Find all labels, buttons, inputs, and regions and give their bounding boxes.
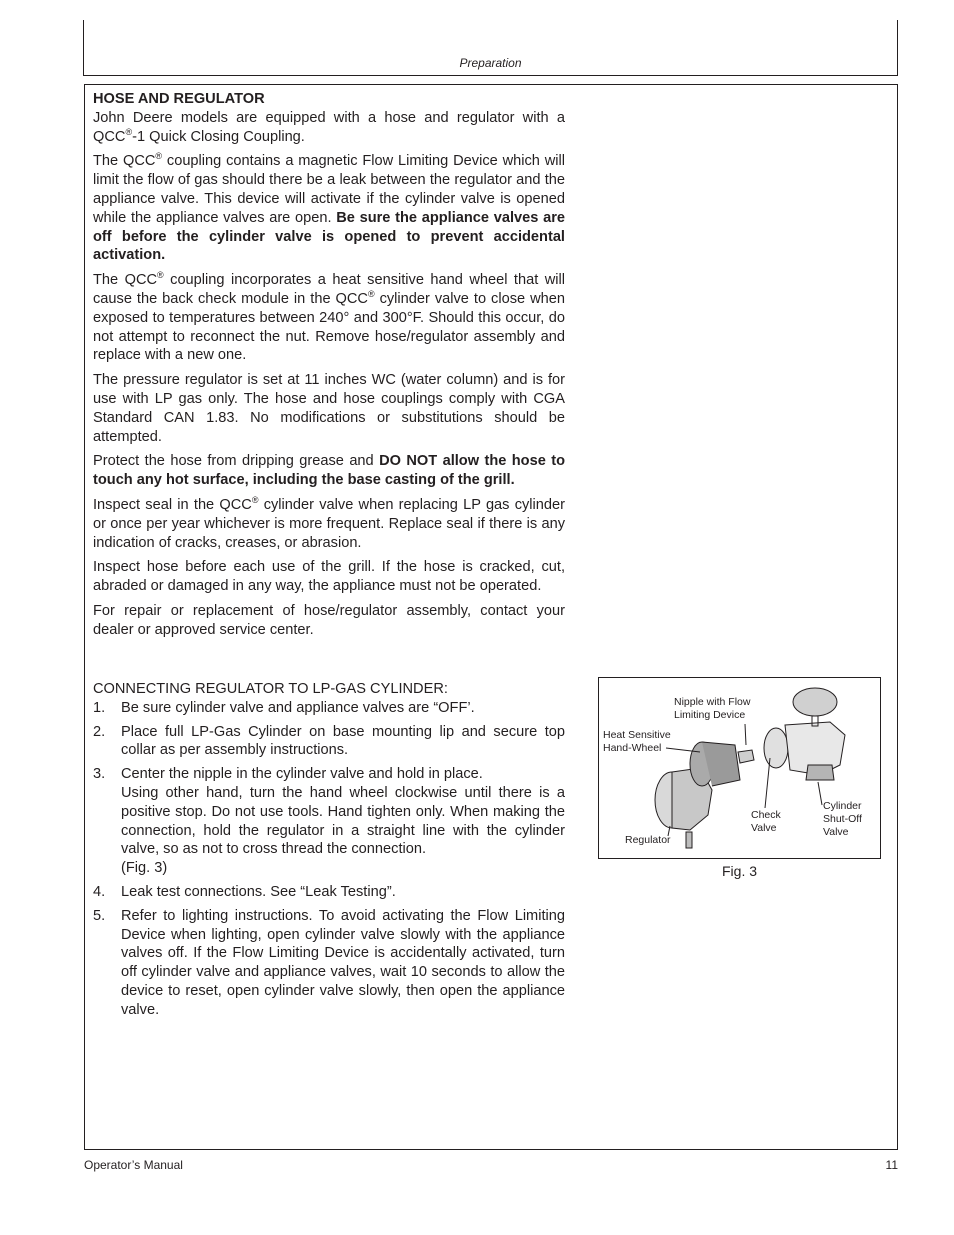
label-check-valve: Check Valve [751, 809, 781, 834]
footer-manual: Operator’s Manual [84, 1158, 183, 1172]
footer-page-number: 11 [885, 1158, 898, 1172]
paragraph-4: The pressure regulator is set at 11 inches WC (water column) and is for use with LP gas only. The hose and hose couplings comply with CGA Standard CAN 1.83. No modifications or substitutions should be attempted. [93, 372, 565, 445]
list-item: 4. Leak test connections. See “Leak Testing”. [93, 883, 396, 900]
label-hand-wheel: Heat Sensitive Hand-Wheel [603, 729, 671, 754]
paragraph-7: Inspect hose before each use of the grill. If the hose is cracked, cut, abraded or damaged in any way, the appliance must not be operated. [93, 559, 565, 595]
label-nipple: Nipple with Flow Limiting Device [674, 696, 751, 721]
paragraph-1: John Deere models are equipped with a hose and regulator with a QCC®-1 Quick Closing Coupling. [93, 109, 565, 145]
label-regulator: Regulator [625, 834, 671, 846]
list-item: 2. Place full LP-Gas Cylinder on base mounting lip and secure top collar as per assembly instructions. [93, 723, 565, 759]
list-item: 5. Refer to lighting instructions. To avoid activating the Flow Limiting Device when lighting, open cylinder valve slowly with the appliance valves off. If the Flow Limiting Device is accidentally activated, turn off cylinder valve and appliance valves, wait 10 seconds to allow the device to reset, open cylinder valve slowly, then open the appliance valve. [93, 907, 565, 1018]
section-title: HOSE AND REGULATOR [93, 91, 265, 107]
paragraph-6: Inspect seal in the QCC® cylinder valve when replacing LP gas cylinder or once per year whichever is more frequent. Replace seal if there is any indication of cracks, creases, or abrasion. [93, 495, 565, 551]
connecting-title: CONNECTING REGULATOR TO LP-GAS CYLINDER: [93, 681, 448, 697]
list-item: 3. Center the nipple in the cylinder valve and hold in place. Using other hand, turn the hand wheel clockwise until there is a positive stop. Do not use tools. Hand tighten only. When making the connection, hold the regulator in a straight line with the cylinder valve, so as not to cross thread the connection. (Fig. 3) [93, 766, 565, 877]
label-cylinder-valve: Cylinder Shut-Off Valve [823, 800, 862, 838]
check-valve-icon [764, 728, 788, 768]
nipple-icon [738, 750, 754, 763]
list-item: 1. Be sure cylinder valve and appliance valves are “OFF’. [93, 699, 475, 716]
paragraph-5: Protect the hose from dripping grease and DO NOT allow the hose to touch any hot surface, including the base casting of the grill. [93, 453, 566, 489]
paragraph-3: The QCC® coupling incorporates a heat sensitive hand wheel that will cause the back check module in the QCC® cylinder valve to close when exposed to temperatures between 240° and 300°F. Should this occur, do not attempt to reconnect the nut. Remove hose/regulator assembly and replace with a new one. [93, 270, 565, 364]
figure-caption: Fig. 3 [722, 863, 758, 879]
paragraph-8: For repair or replacement of hose/regulator assembly, contact your dealer or approved service center. [93, 602, 565, 638]
section-header: Preparation [459, 56, 522, 70]
paragraph-2: The QCC® coupling contains a magnetic Flow Limiting Device which will limit the flow of gas should there be a leak between the regulator and the appliance valve. This device will activate if the cylinder valve is opened while the appliance valves are open. Be sure the appliance valves are off before the cylinder valve is opened to prevent accidental activation. [93, 151, 565, 264]
